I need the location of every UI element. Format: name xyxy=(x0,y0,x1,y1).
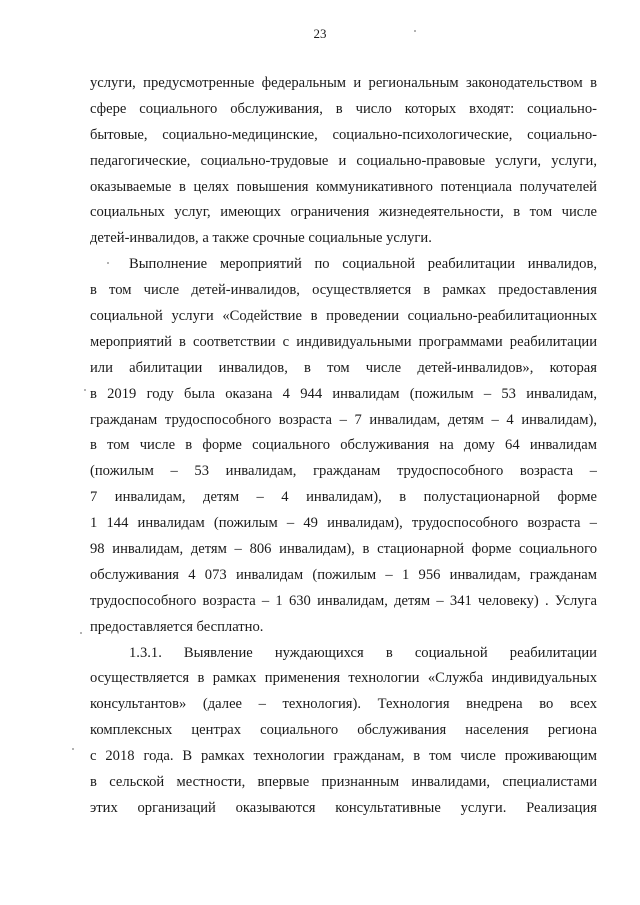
text-line: предоставляется бесплатно. xyxy=(90,618,264,635)
paragraph xyxy=(90,641,597,822)
text-line: трудоспособного возраста – 1 630 инвалидам, детям – 341 человеку) . Услуга xyxy=(90,592,597,609)
text-line: комплексных центрах социального обслуживания населения региона xyxy=(90,722,597,739)
text-line: в том числе детей-инвалидов, осуществляется в рамках предоставления xyxy=(90,282,597,299)
scan-speck xyxy=(72,748,74,750)
text-line: 7 инвалидам, детям – 4 инвалидам), в полустационарной форме xyxy=(90,489,597,506)
text-line: с 2018 года. В рамках технологии гражданам, в том числе проживающим xyxy=(90,748,597,765)
document-body xyxy=(90,71,597,822)
text-line: социальной услуги «Содействие в проведении социально-реабилитационных xyxy=(90,308,597,325)
text-line: сфере социального обслуживания, в число которых входят: социально- xyxy=(90,100,597,117)
text-line: 98 инвалидам, детям – 806 инвалидам), в стационарной форме социального xyxy=(90,541,597,558)
text-line: 1.3.1. Выявление нуждающихся в социальной реабилитации xyxy=(129,644,597,661)
text-line: или абилитации инвалидов, в том числе детей-инвалидов», которая xyxy=(90,359,597,376)
scan-speck xyxy=(80,632,82,634)
text-line: мероприятий в соответствии с индивидуальными программами реабилитации xyxy=(90,333,597,350)
page-number: 23 xyxy=(313,26,327,41)
text-line: Выполнение мероприятий по социальной реабилитации инвалидов, xyxy=(129,256,597,273)
text-line: гражданам трудоспособного возраста – 7 инвалидам, детям – 4 инвалидам), xyxy=(90,411,597,428)
paragraph xyxy=(90,71,597,252)
text-line: консультантов» (далее – технология). Технология внедрена во всех xyxy=(90,696,597,713)
text-line: услуги, предусмотренные федеральным и региональным законодательством в xyxy=(90,75,597,91)
text-line: (пожилым – 53 инвалидам, гражданам трудоспособного возраста – xyxy=(90,463,597,480)
scan-speck xyxy=(414,30,416,32)
text-line: социальных услуг, имеющих ограничения жизнедеятельности, в том числе xyxy=(90,204,597,221)
scan-speck xyxy=(84,389,86,391)
text-line: в том числе в форме социального обслуживания на дому 64 инвалидам xyxy=(90,437,597,454)
text-line: 1 144 инвалидам (пожилым – 49 инвалидам), трудоспособного возраста – xyxy=(90,515,597,532)
text-line: в сельской местности, впервые признанным инвалидами, специалистами xyxy=(90,774,597,791)
scan-speck xyxy=(107,262,109,264)
text-line: оказываемые в целях повышения коммуникативного потенциала получателей xyxy=(90,178,597,195)
text-line: детей-инвалидов, а также срочные социальные услуги. xyxy=(90,230,432,247)
text-line: осуществляется в рамках применения технологии «Служба индивидуальных xyxy=(90,670,597,687)
text-line: бытовые, социально-медицинские, социально-психологические, социально- xyxy=(90,126,597,143)
text-line: в 2019 году была оказана 4 944 инвалидам (пожилым – 53 инвалидам, xyxy=(90,385,597,402)
text-line: этих организаций оказываются консультативные услуги. Реализация xyxy=(90,799,597,816)
text-line: обслуживания 4 073 инвалидам (пожилым – 1 956 инвалидам, гражданам xyxy=(90,566,597,583)
text-line: педагогические, социально-трудовые и социально-правовые услуги, услуги, xyxy=(90,152,597,169)
paragraph xyxy=(90,252,597,640)
